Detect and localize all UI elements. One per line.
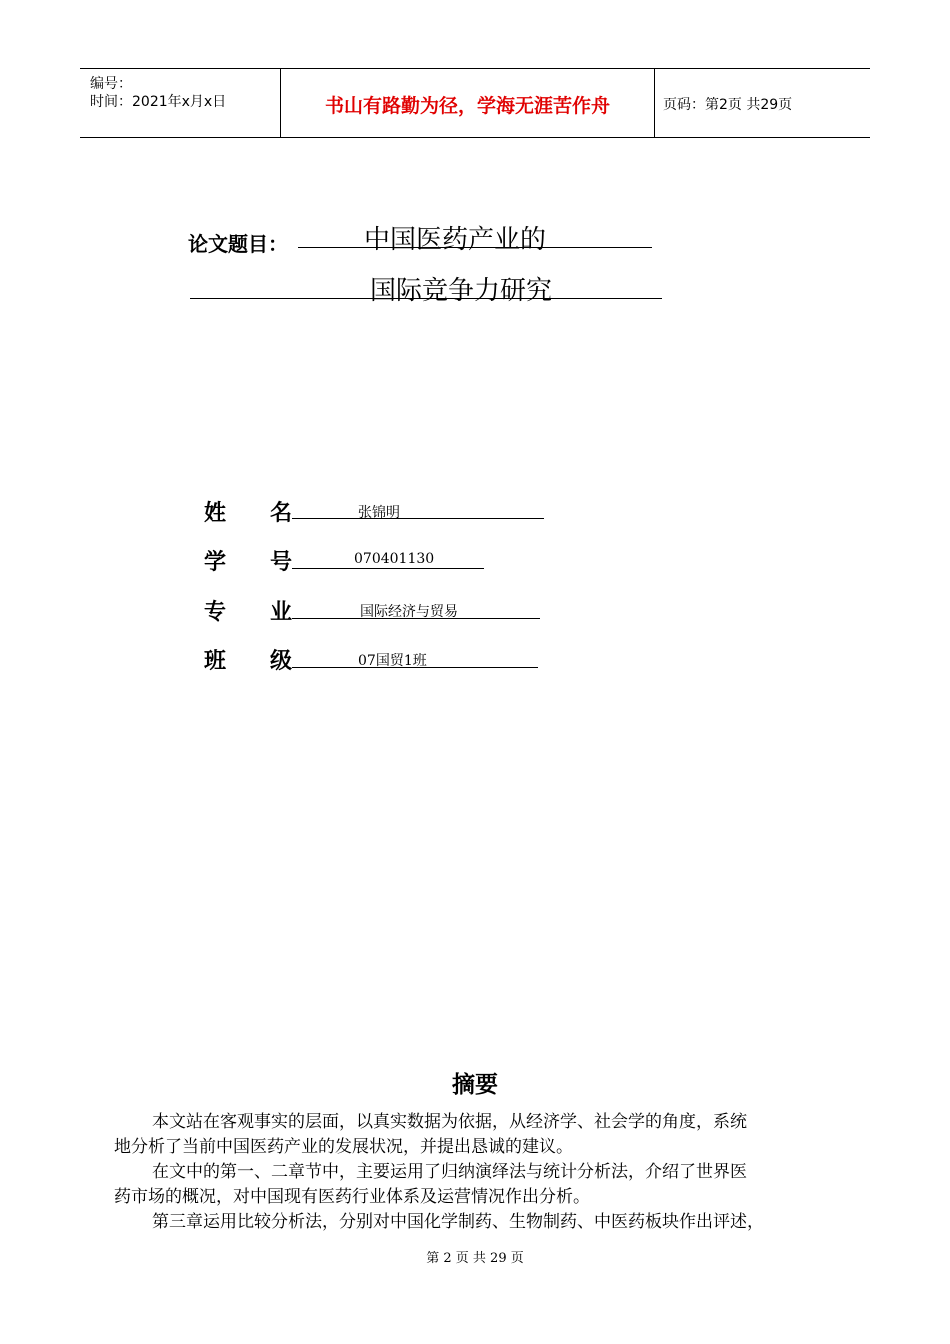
field-label-char-a: 姓 (204, 501, 227, 526)
header-left-cell (80, 69, 281, 137)
abstract-line: 药市场的概况，对中国现有医药行业体系及运营情况作出分析。 (114, 1187, 590, 1207)
field-label-char-b: 号 (270, 550, 293, 575)
thesis-title-label: 论文题目： (188, 232, 288, 256)
field-underline (292, 667, 538, 668)
abstract-line: 地分析了当前中国医药产业的发展状况，并提出恳诚的建议。 (114, 1137, 573, 1157)
field-value: 07国贸1班 (358, 653, 427, 669)
motto: 书山有路勤为径，学海无涯苦作舟 (324, 95, 610, 117)
thesis-title-line2: 国际竞争力研究 (370, 276, 553, 306)
document-header (80, 68, 870, 138)
field-underline (292, 518, 544, 519)
field-underline (292, 568, 484, 569)
field-value: 张锦明 (358, 505, 400, 521)
abstract-line: 本文站在客观事实的层面，以真实数据为依据，从经济学、社会学的角度，系统 (152, 1112, 747, 1132)
field-label-char-a: 学 (204, 550, 227, 575)
field-underline (292, 618, 540, 619)
field-label-char-a: 班 (204, 649, 227, 674)
field-label-char-b: 名 (270, 501, 293, 526)
time-label: 时间：2021年x月x日 (90, 94, 227, 110)
abstract-heading: 摘要 (452, 1072, 498, 1098)
header-middle-cell (281, 69, 655, 137)
page-info: 页码：第2页 共29页 (663, 97, 793, 113)
field-label-char-b: 业 (270, 600, 293, 625)
header-right-cell (655, 69, 870, 137)
title-underline-2 (190, 298, 662, 299)
field-value: 国际经济与贸易 (360, 604, 458, 620)
page-footer: 第 2 页 共 29 页 (426, 1251, 524, 1266)
abstract-line: 第三章运用比较分析法，分别对中国化学制药、生物制药、中医药板块作出评述， (152, 1212, 764, 1232)
serial-label: 编号： (90, 76, 132, 92)
thesis-title-line1: 中国医药产业的 (364, 225, 547, 255)
abstract-line: 在文中的第一、二章节中，主要运用了归纳演绎法与统计分析法，介绍了世界医 (152, 1162, 747, 1182)
field-value: 070401130 (354, 551, 435, 567)
field-label-char-b: 级 (270, 649, 293, 674)
title-underline-1 (298, 247, 652, 248)
field-label-char-a: 专 (204, 600, 227, 625)
